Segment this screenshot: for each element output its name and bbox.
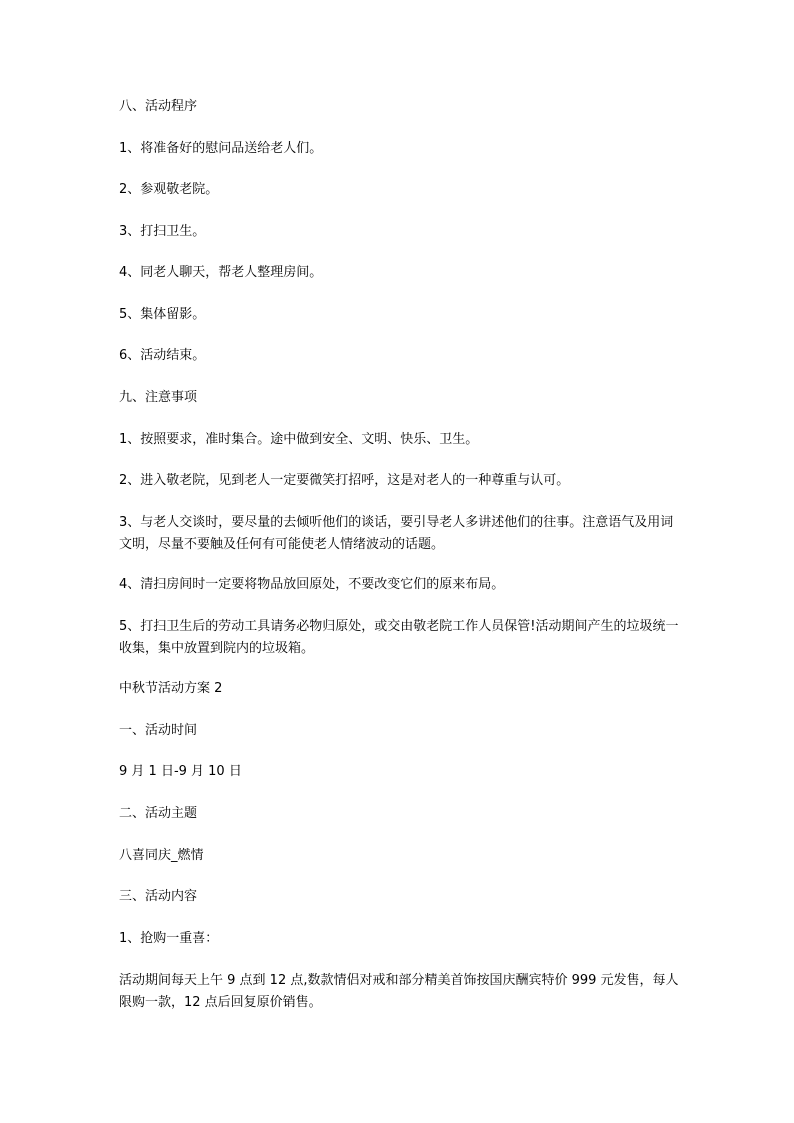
- activity-time-value: 9 月 1 日-9 月 10 日: [119, 764, 242, 779]
- procedure-step-2: 2、参观敬老院。: [119, 182, 219, 197]
- procedure-step-3: 3、打扫卫生。: [119, 224, 206, 239]
- section-heading-activity-time: 一、活动时间: [119, 723, 198, 738]
- activity-theme-value: 八喜同庆_燃情: [119, 848, 204, 863]
- section-heading-activity-content: 三、活动内容: [119, 889, 198, 904]
- note-item-1: 1、按照要求，准时集合。途中做到安全、文明、快乐、卫生。: [119, 432, 479, 447]
- note-item-4: 4、清扫房间时一定要将物品放回原处，不要改变它们的原来布局。: [119, 577, 505, 592]
- section-heading-activity-theme: 二、活动主题: [119, 806, 198, 821]
- content-item-1-heading: 1、抢购一重喜：: [119, 931, 219, 946]
- section-heading-activity-procedure: 八、活动程序: [119, 99, 198, 114]
- note-item-3: 3、与老人交谈时，要尽量的去倾听他们的谈话，要引导老人多讲述他们的往事。注意语气及用词文明，尽量不要触及任何有可能使老人情绪波动的话题。: [119, 515, 674, 552]
- procedure-step-5: 5、集体留影。: [119, 307, 206, 322]
- section-heading-notes: 九、注意事项: [119, 390, 198, 405]
- plan-title: 中秋节活动方案 2: [119, 681, 223, 696]
- procedure-step-1: 1、将准备好的慰问品送给老人们。: [119, 141, 323, 156]
- procedure-step-4: 4、同老人聊天，帮老人整理房间。: [119, 265, 323, 280]
- note-item-5: 5、打扫卫生后的劳动工具请务必物归原处，或交由敬老院工作人员保管!活动期间产生的垃圾统一收集，集中放置到院内的垃圾箱。: [119, 619, 679, 656]
- content-item-1-body: 活动期间每天上午 9 点到 12 点,数款情侣对戒和部分精美首饰按国庆酬宾特价 999 元发售，每人限购一款，12 点后回复原价销售。: [119, 973, 679, 1010]
- procedure-step-6: 6、活动结束。: [119, 348, 206, 363]
- note-item-2: 2、进入敬老院，见到老人一定要微笑打招呼，这是对老人的一种尊重与认可。: [119, 473, 570, 488]
